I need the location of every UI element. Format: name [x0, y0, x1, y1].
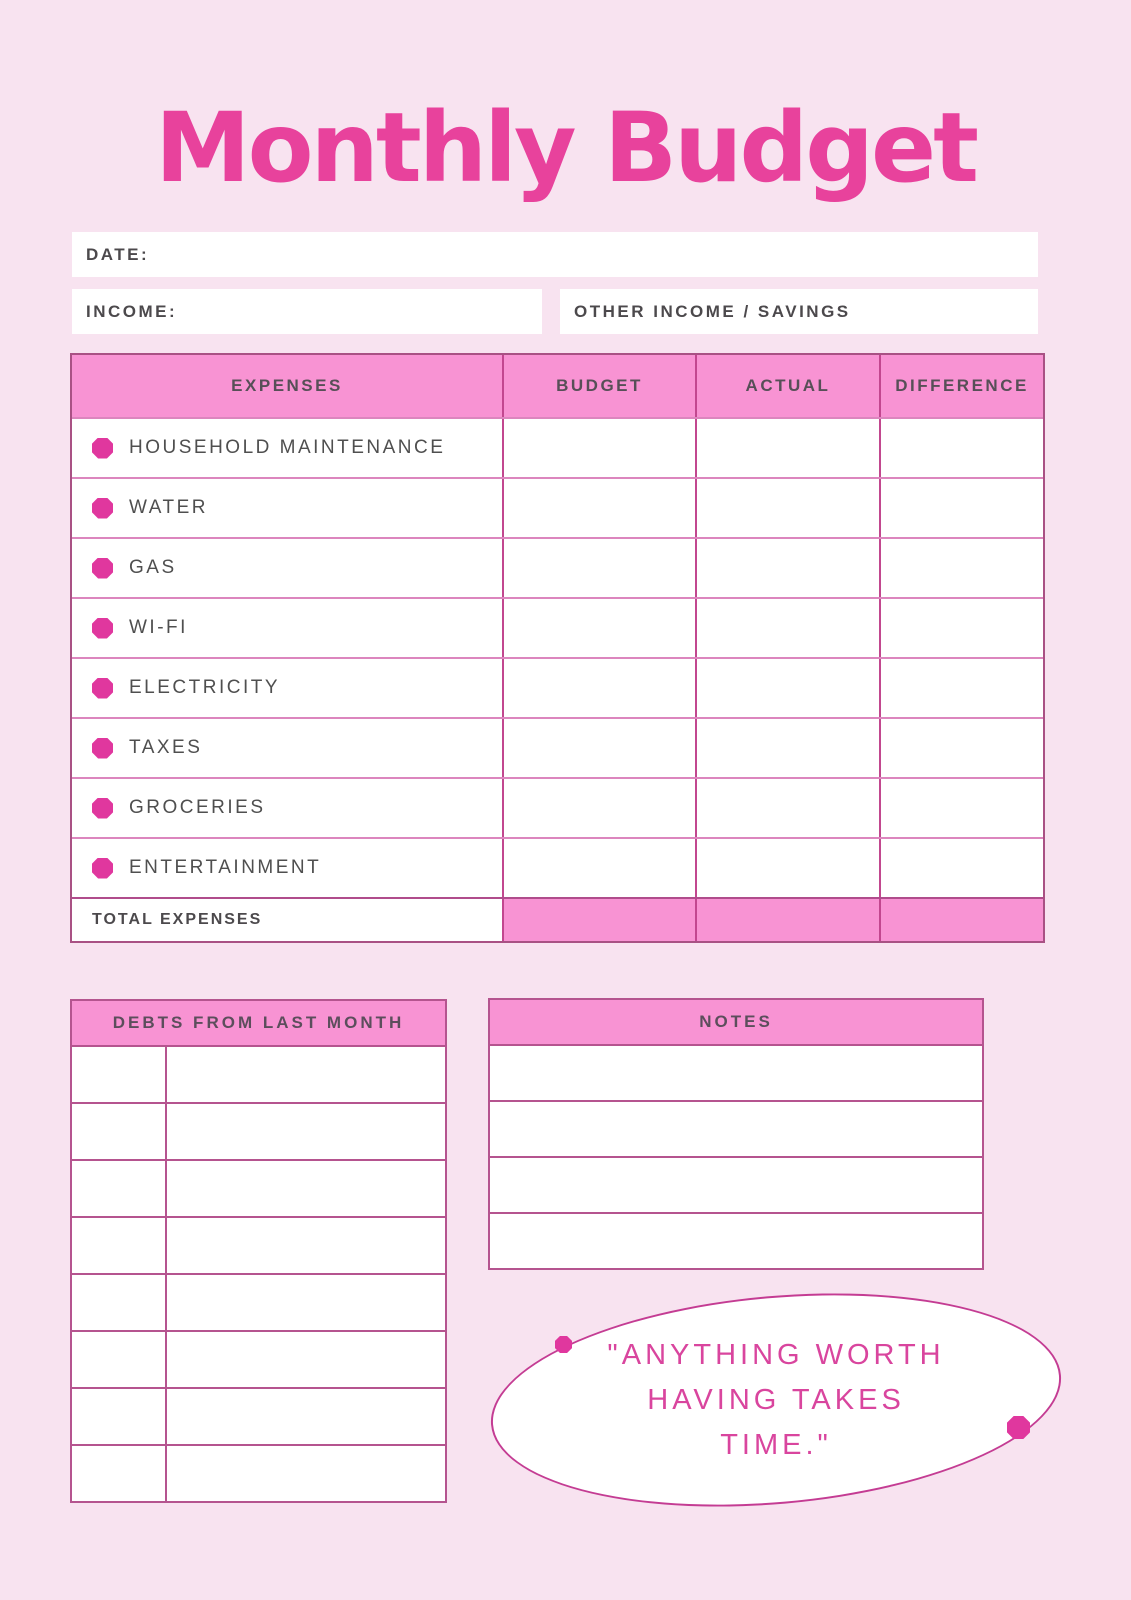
debt-description-cell[interactable] — [167, 1389, 445, 1444]
total-budget-cell[interactable] — [504, 899, 697, 941]
expenses-table — [70, 353, 1045, 943]
debt-description-cell[interactable] — [167, 1332, 445, 1387]
notes-panel — [488, 998, 984, 1270]
difference-input-cell[interactable] — [881, 659, 1043, 717]
actual-input-cell[interactable] — [697, 599, 881, 657]
expenses-column-header: EXPENSES — [72, 355, 504, 417]
difference-input-cell[interactable] — [881, 479, 1043, 537]
budget-input-cell[interactable] — [504, 659, 697, 717]
quote-ellipse — [482, 1271, 1070, 1528]
income-label: INCOME: — [86, 301, 178, 321]
octagon-bullet-icon — [92, 858, 113, 879]
octagon-bullet-icon — [92, 498, 113, 519]
budget-input-cell[interactable] — [504, 479, 697, 537]
octagon-bullet-icon — [92, 798, 113, 819]
actual-input-cell[interactable] — [697, 539, 881, 597]
debt-row — [72, 1045, 445, 1102]
actual-input-cell[interactable] — [697, 839, 881, 897]
total-expenses-row — [72, 897, 1043, 941]
difference-input-cell[interactable] — [881, 719, 1043, 777]
actual-input-cell[interactable] — [697, 419, 881, 477]
actual-input-cell[interactable] — [697, 719, 881, 777]
debt-row — [72, 1387, 445, 1444]
date-field[interactable] — [72, 232, 1038, 277]
expense-row-label: GAS — [129, 557, 177, 578]
expense-row-electricity — [72, 657, 1043, 717]
quote-text: "ANYTHING WORTH HAVING TAKES TIME." — [607, 1338, 945, 1461]
expense-row-label: HOUSEHOLD MAINTENANCE — [129, 437, 446, 458]
other-income-savings-field[interactable] — [560, 289, 1038, 334]
note-line[interactable] — [490, 1044, 982, 1100]
debt-row — [72, 1102, 445, 1159]
expenses-table-header — [72, 355, 1043, 417]
debt-description-cell[interactable] — [167, 1275, 445, 1330]
expense-row-label: WI-FI — [129, 617, 188, 638]
debt-row — [72, 1444, 445, 1501]
octagon-bullet-icon — [92, 558, 113, 579]
debts-table — [70, 999, 447, 1503]
debt-row — [72, 1216, 445, 1273]
octagon-bullet-icon — [92, 618, 113, 639]
expense-row-wifi — [72, 597, 1043, 657]
budget-input-cell[interactable] — [504, 839, 697, 897]
debt-amount-cell[interactable] — [72, 1389, 167, 1444]
debt-description-cell[interactable] — [167, 1446, 445, 1501]
octagon-bullet-icon — [92, 438, 113, 459]
debt-description-cell[interactable] — [167, 1218, 445, 1273]
octagon-dot-icon — [1007, 1416, 1030, 1439]
income-field[interactable] — [72, 289, 542, 334]
total-expenses-label: TOTAL EXPENSES — [72, 899, 504, 941]
octagon-dot-icon — [555, 1336, 572, 1353]
debt-amount-cell[interactable] — [72, 1275, 167, 1330]
actual-column-header: ACTUAL — [697, 355, 881, 417]
note-line[interactable] — [490, 1100, 982, 1156]
expense-row-household-maintenance — [72, 417, 1043, 477]
expense-row-label: ENTERTAINMENT — [129, 857, 322, 878]
debt-amount-cell[interactable] — [72, 1218, 167, 1273]
difference-input-cell[interactable] — [881, 839, 1043, 897]
debt-row — [72, 1273, 445, 1330]
debt-amount-cell[interactable] — [72, 1161, 167, 1216]
expense-row-gas — [72, 537, 1043, 597]
expense-row-taxes — [72, 717, 1043, 777]
octagon-bullet-icon — [92, 738, 113, 759]
debt-description-cell[interactable] — [167, 1161, 445, 1216]
difference-input-cell[interactable] — [881, 599, 1043, 657]
budget-column-header: BUDGET — [504, 355, 697, 417]
actual-input-cell[interactable] — [697, 779, 881, 837]
debt-description-cell[interactable] — [167, 1104, 445, 1159]
budget-input-cell[interactable] — [504, 719, 697, 777]
budget-input-cell[interactable] — [504, 419, 697, 477]
difference-input-cell[interactable] — [881, 539, 1043, 597]
debt-description-cell[interactable] — [167, 1047, 445, 1102]
difference-column-header: DIFFERENCE — [895, 376, 1029, 395]
expense-row-entertainment — [72, 837, 1043, 897]
difference-input-cell[interactable] — [881, 419, 1043, 477]
expense-row-water — [72, 477, 1043, 537]
other-income-savings-label: OTHER INCOME / SAVINGS — [574, 301, 851, 321]
notes-title: NOTES — [490, 1000, 982, 1044]
octagon-bullet-icon — [92, 678, 113, 699]
date-label: DATE: — [86, 244, 150, 264]
note-line[interactable] — [490, 1212, 982, 1268]
actual-input-cell[interactable] — [697, 479, 881, 537]
expense-row-label: WATER — [129, 497, 208, 518]
debt-amount-cell[interactable] — [72, 1446, 167, 1501]
expense-row-label: GROCERIES — [129, 797, 266, 818]
total-difference-cell[interactable] — [881, 899, 1043, 941]
total-actual-cell[interactable] — [697, 899, 881, 941]
expense-row-groceries — [72, 777, 1043, 837]
debt-row — [72, 1330, 445, 1387]
debts-table-title: DEBTS FROM LAST MONTH — [72, 1001, 445, 1045]
debt-amount-cell[interactable] — [72, 1332, 167, 1387]
note-line[interactable] — [490, 1156, 982, 1212]
expense-row-label: ELECTRICITY — [129, 677, 281, 698]
expense-row-label: TAXES — [129, 737, 203, 758]
actual-input-cell[interactable] — [697, 659, 881, 717]
debt-amount-cell[interactable] — [72, 1047, 167, 1102]
debt-row — [72, 1159, 445, 1216]
debt-amount-cell[interactable] — [72, 1104, 167, 1159]
budget-input-cell[interactable] — [504, 779, 697, 837]
budget-input-cell[interactable] — [504, 539, 697, 597]
difference-input-cell[interactable] — [881, 779, 1043, 837]
page-title: Monthly Budget — [155, 92, 976, 204]
budget-input-cell[interactable] — [504, 599, 697, 657]
